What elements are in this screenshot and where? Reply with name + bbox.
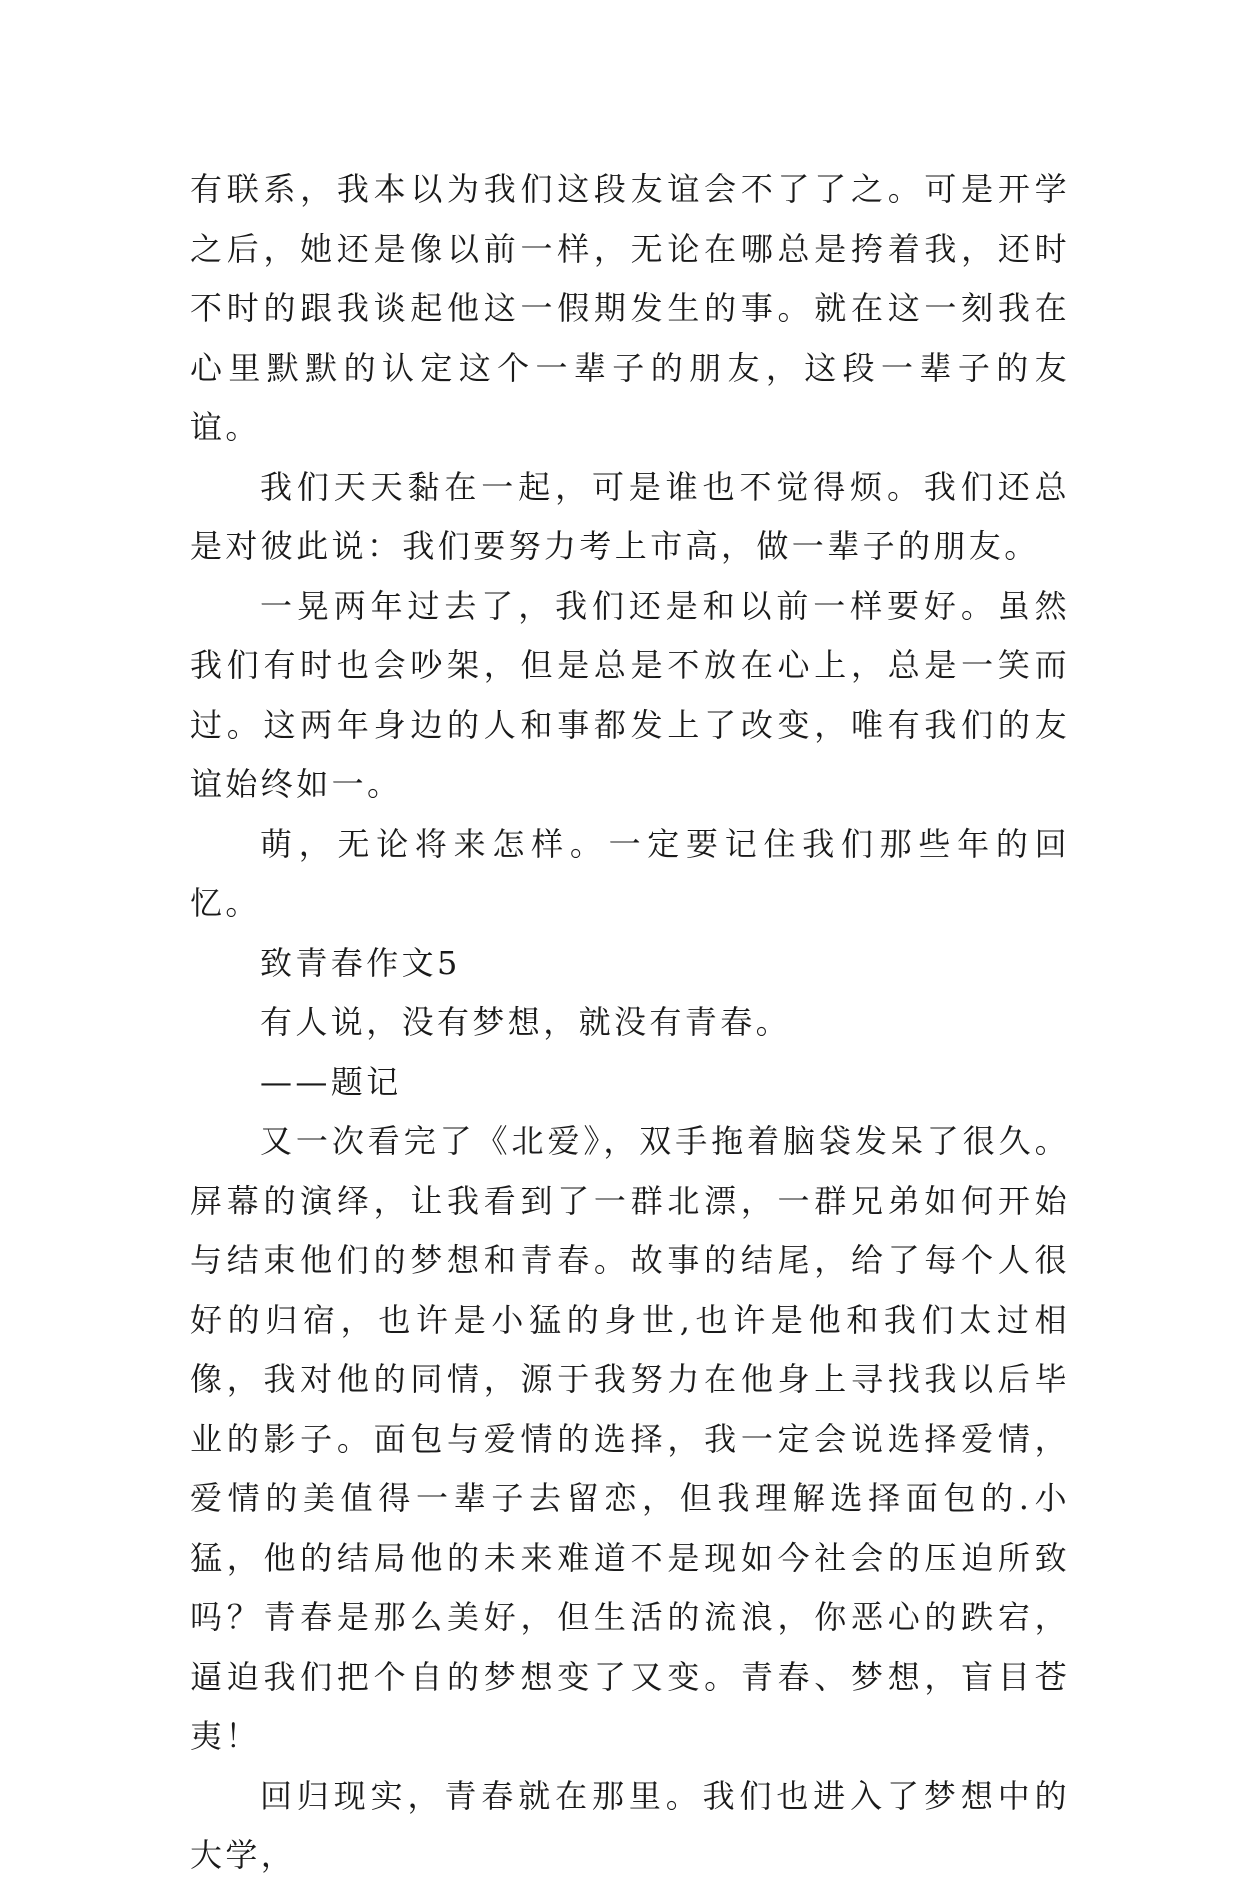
paragraph: 又一次看完了《北爱》，双手拖着脑袋发呆了很久。屏幕的演绎，让我看到了一群北漂，一群兄弟如何开始与结束他们的梦想和青春。故事的结尾，给了每个人很好的归宿，也许是小猛的身世,也许是他和我们太过相像，我对他的同情，源于我努力在他身上寻找我以后毕业的影子。面包与爱情的选择，我一定会说选择爱情，爱情的美值得一辈子去留恋，但我理解选择面包的.小猛，他的结局他的未来难道不是现如今社会的压迫所致吗？青春是那么美好，但生活的流浪，你恶心的跌宕，逼迫我们把个自的梦想变了又变。青春、梦想，盲目苍夷！ <box>190 1122 1070 1755</box>
paragraph: 一晃两年过去了，我们还是和以前一样要好。虽然我们有时也会吵架，但是总是不放在心上，总是一笑而过。这两年身边的人和事都发上了改变，唯有我们的友谊始终如一。 <box>190 586 1070 803</box>
epigraph-attribution: ——题记 <box>260 1062 402 1101</box>
paragraph: 有联系，我本以为我们这段友谊会不了了之。可是开学之后，她还是像以前一样，无论在哪总是挎着我，还时不时的跟我谈起他这一假期发生的事。就在这一刻我在心里默默的认定这个一辈子的朋友，这段一辈子的友谊。 <box>190 170 1070 446</box>
section-heading: 致青春作文5 <box>260 943 461 982</box>
paragraph: 我们天天黏在一起，可是谁也不觉得烦。我们还总是对彼此说：我们要努力考上市高，做一辈子的朋友。 <box>190 467 1070 565</box>
article-body <box>190 160 1070 1886</box>
epigraph: 有人说，没有梦想，就没有青春。 <box>260 1003 792 1041</box>
paragraph: 回归现实，青春就在那里。我们也进入了梦想中的大学， <box>190 1776 1070 1874</box>
paragraph: 萌，无论将来怎样。一定要记住我们那些年的回忆。 <box>190 824 1070 922</box>
